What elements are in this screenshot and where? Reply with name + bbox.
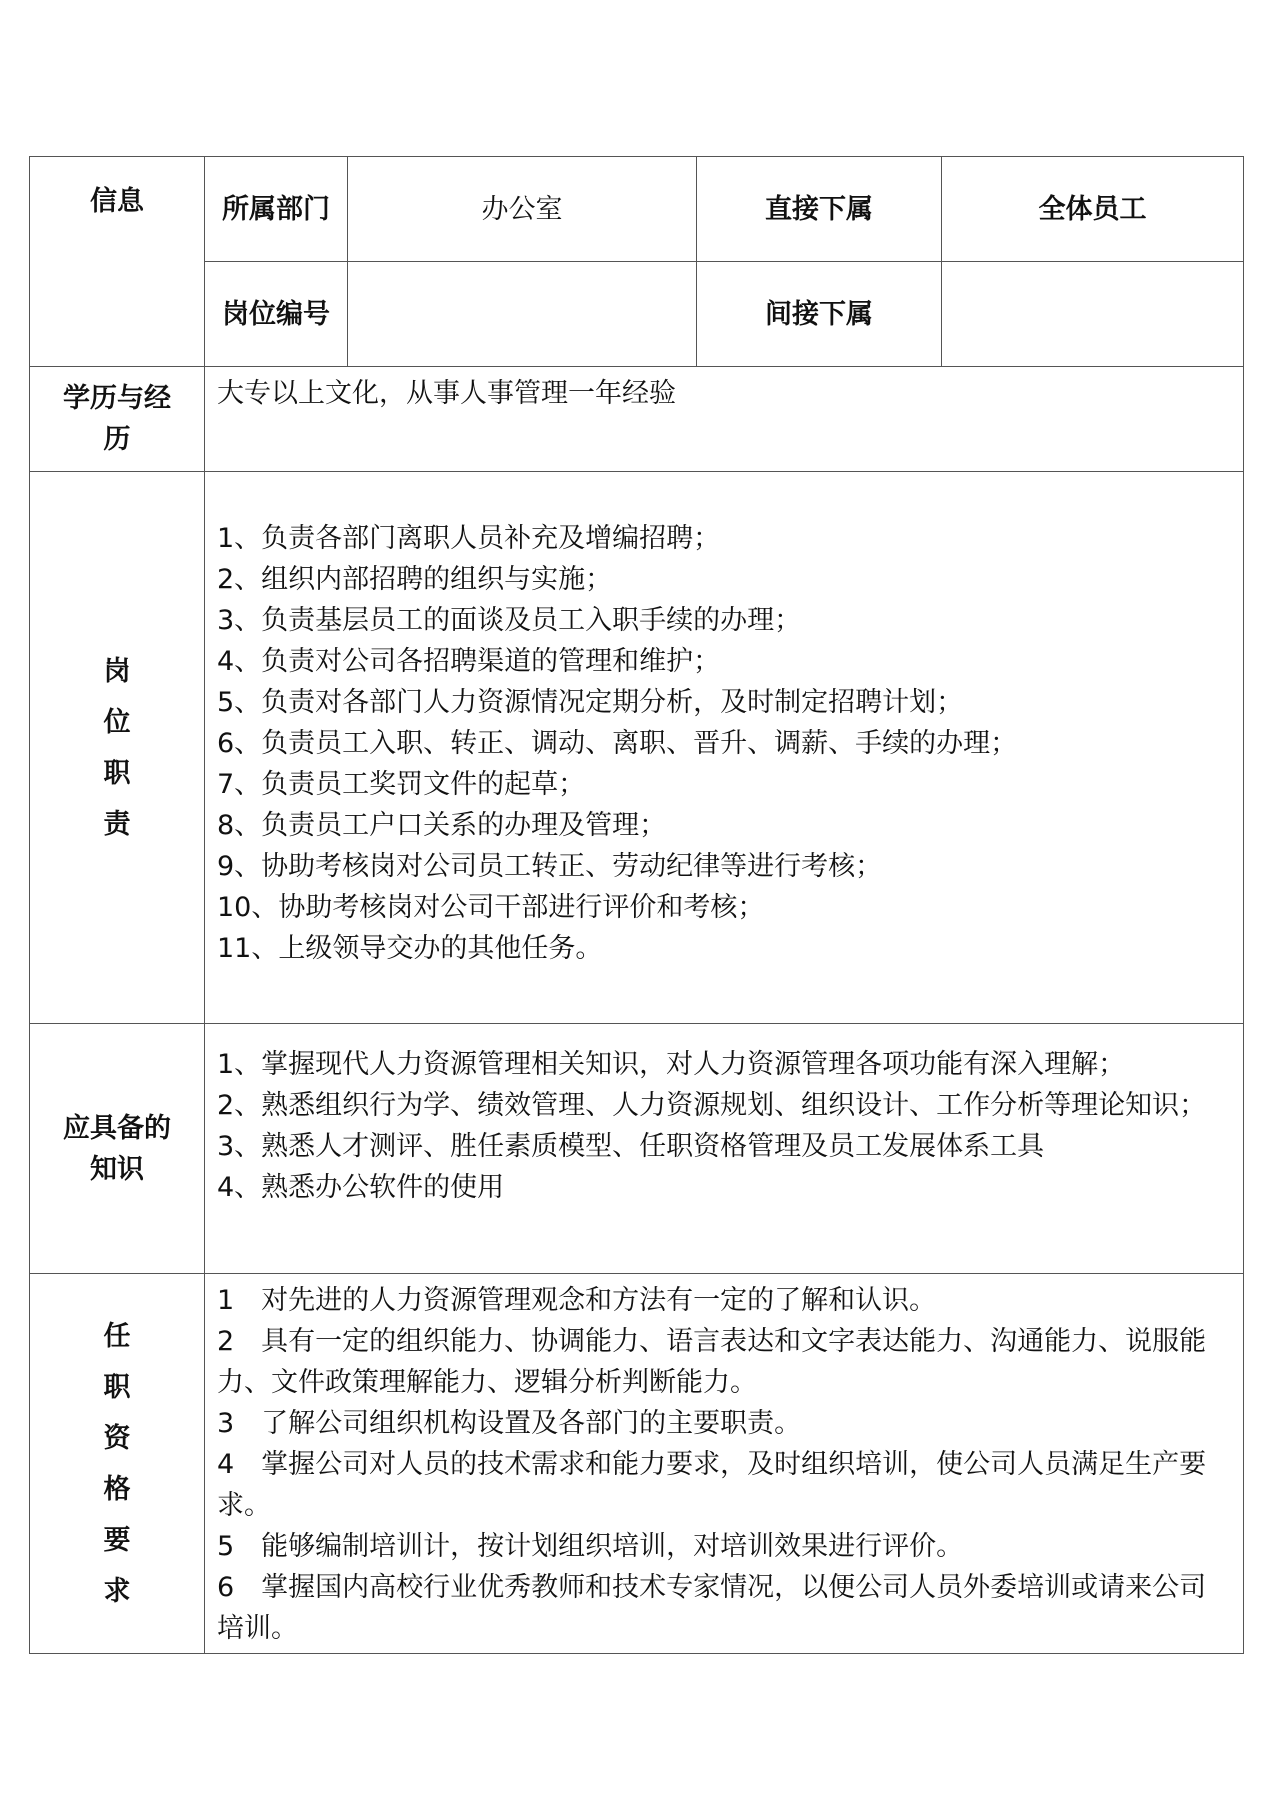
dept-label: 所属部门	[205, 157, 348, 262]
job-description-table	[29, 156, 1244, 1654]
qualification-item: 4 掌握公司对人员的技术需求和能力要求，及时组织培训，使公司人员满足生产要求。	[217, 1449, 1207, 1521]
qualification-label-char: 格	[103, 1473, 131, 1505]
qualification-item: 6 掌握国内高校行业优秀教师和技术专家情况，以便公司人员外委培训或请来公司培训。	[217, 1572, 1207, 1644]
duty-item: 2、组织内部招聘的组织与实施；	[217, 564, 613, 595]
duty-item: 5、负责对各部门人力资源情况定期分析，及时制定招聘计划；	[217, 687, 964, 718]
duty-item: 11、上级领导交办的其他任务。	[217, 933, 603, 964]
info-label: 信息	[30, 157, 205, 367]
qualification-label-char: 资	[103, 1422, 131, 1454]
qualification-label-char: 要	[103, 1524, 131, 1556]
knowledge-item: 3、熟悉人才测评、胜任素质模型、任职资格管理及员工发展体系工具	[217, 1131, 1045, 1162]
knowledge-item: 1、掌握现代人力资源管理相关知识，对人力资源管理各项功能有深入理解；	[217, 1049, 1126, 1080]
knowledge-list	[205, 1024, 1244, 1274]
duty-item: 7、负责员工奖罚文件的起草；	[217, 769, 586, 800]
indirect-subordinate-value	[942, 262, 1244, 367]
qualification-label	[30, 1274, 205, 1654]
info-row-2	[30, 262, 1244, 367]
indirect-subordinate-label: 间接下属	[697, 262, 942, 367]
info-row-1	[30, 157, 1244, 262]
qualification-label-char: 职	[103, 1371, 131, 1403]
duties-label-char: 位	[103, 706, 131, 738]
knowledge-row	[30, 1024, 1244, 1274]
duty-item: 8、负责员工户口关系的办理及管理；	[217, 810, 667, 841]
duties-label-char: 岗	[103, 655, 131, 687]
job-description-sheet	[29, 156, 1243, 1654]
knowledge-item: 4、熟悉办公软件的使用	[217, 1172, 505, 1203]
qualification-item: 2 具有一定的组织能力、协调能力、语言表达和文字表达能力、沟通能力、说服能力、文件政策理解能力、逻辑分析判断能力。	[217, 1326, 1207, 1398]
post-number-label: 岗位编号	[205, 262, 348, 367]
duty-item: 10、协助考核岗对公司干部进行评价和考核；	[217, 892, 765, 923]
duties-label-char: 职	[103, 757, 131, 789]
post-number-value	[348, 262, 697, 367]
duties-label	[30, 472, 205, 1024]
direct-subordinate-value: 全体员工	[942, 157, 1244, 262]
duties-label-char: 责	[103, 808, 131, 840]
duty-item: 3、负责基层员工的面谈及员工入职手续的办理；	[217, 605, 802, 636]
duty-item: 1、负责各部门离职人员补充及增编招聘；	[217, 523, 721, 554]
dept-value: 办公室	[348, 157, 697, 262]
education-row	[30, 367, 1244, 472]
direct-subordinate-label: 直接下属	[697, 157, 942, 262]
qualification-list	[205, 1274, 1244, 1654]
qualification-item: 3 了解公司组织机构设置及各部门的主要职责。	[217, 1408, 802, 1439]
qualification-label-char: 任	[103, 1320, 131, 1352]
education-value: 大专以上文化，从事人事管理一年经验	[205, 367, 1244, 472]
knowledge-item: 2、熟悉组织行为学、绩效管理、人力资源规划、组织设计、工作分析等理论知识；	[217, 1090, 1207, 1121]
qualification-item: 1 对先进的人力资源管理观念和方法有一定的了解和认识。	[217, 1285, 937, 1316]
knowledge-label: 应具备的知识	[30, 1024, 205, 1274]
qualification-row	[30, 1274, 1244, 1654]
qualification-label-char: 求	[103, 1575, 131, 1607]
duties-row	[30, 472, 1244, 1024]
duty-item: 6、负责员工入职、转正、调动、离职、晋升、调薪、手续的办理；	[217, 728, 1018, 759]
duty-item: 4、负责对公司各招聘渠道的管理和维护；	[217, 646, 721, 677]
duty-item: 9、协助考核岗对公司员工转正、劳动纪律等进行考核；	[217, 851, 883, 882]
education-label: 学历与经历	[30, 367, 205, 472]
duties-list	[205, 472, 1244, 1024]
qualification-item: 5 能够编制培训计，按计划组织培训，对培训效果进行评价。	[217, 1531, 964, 1562]
